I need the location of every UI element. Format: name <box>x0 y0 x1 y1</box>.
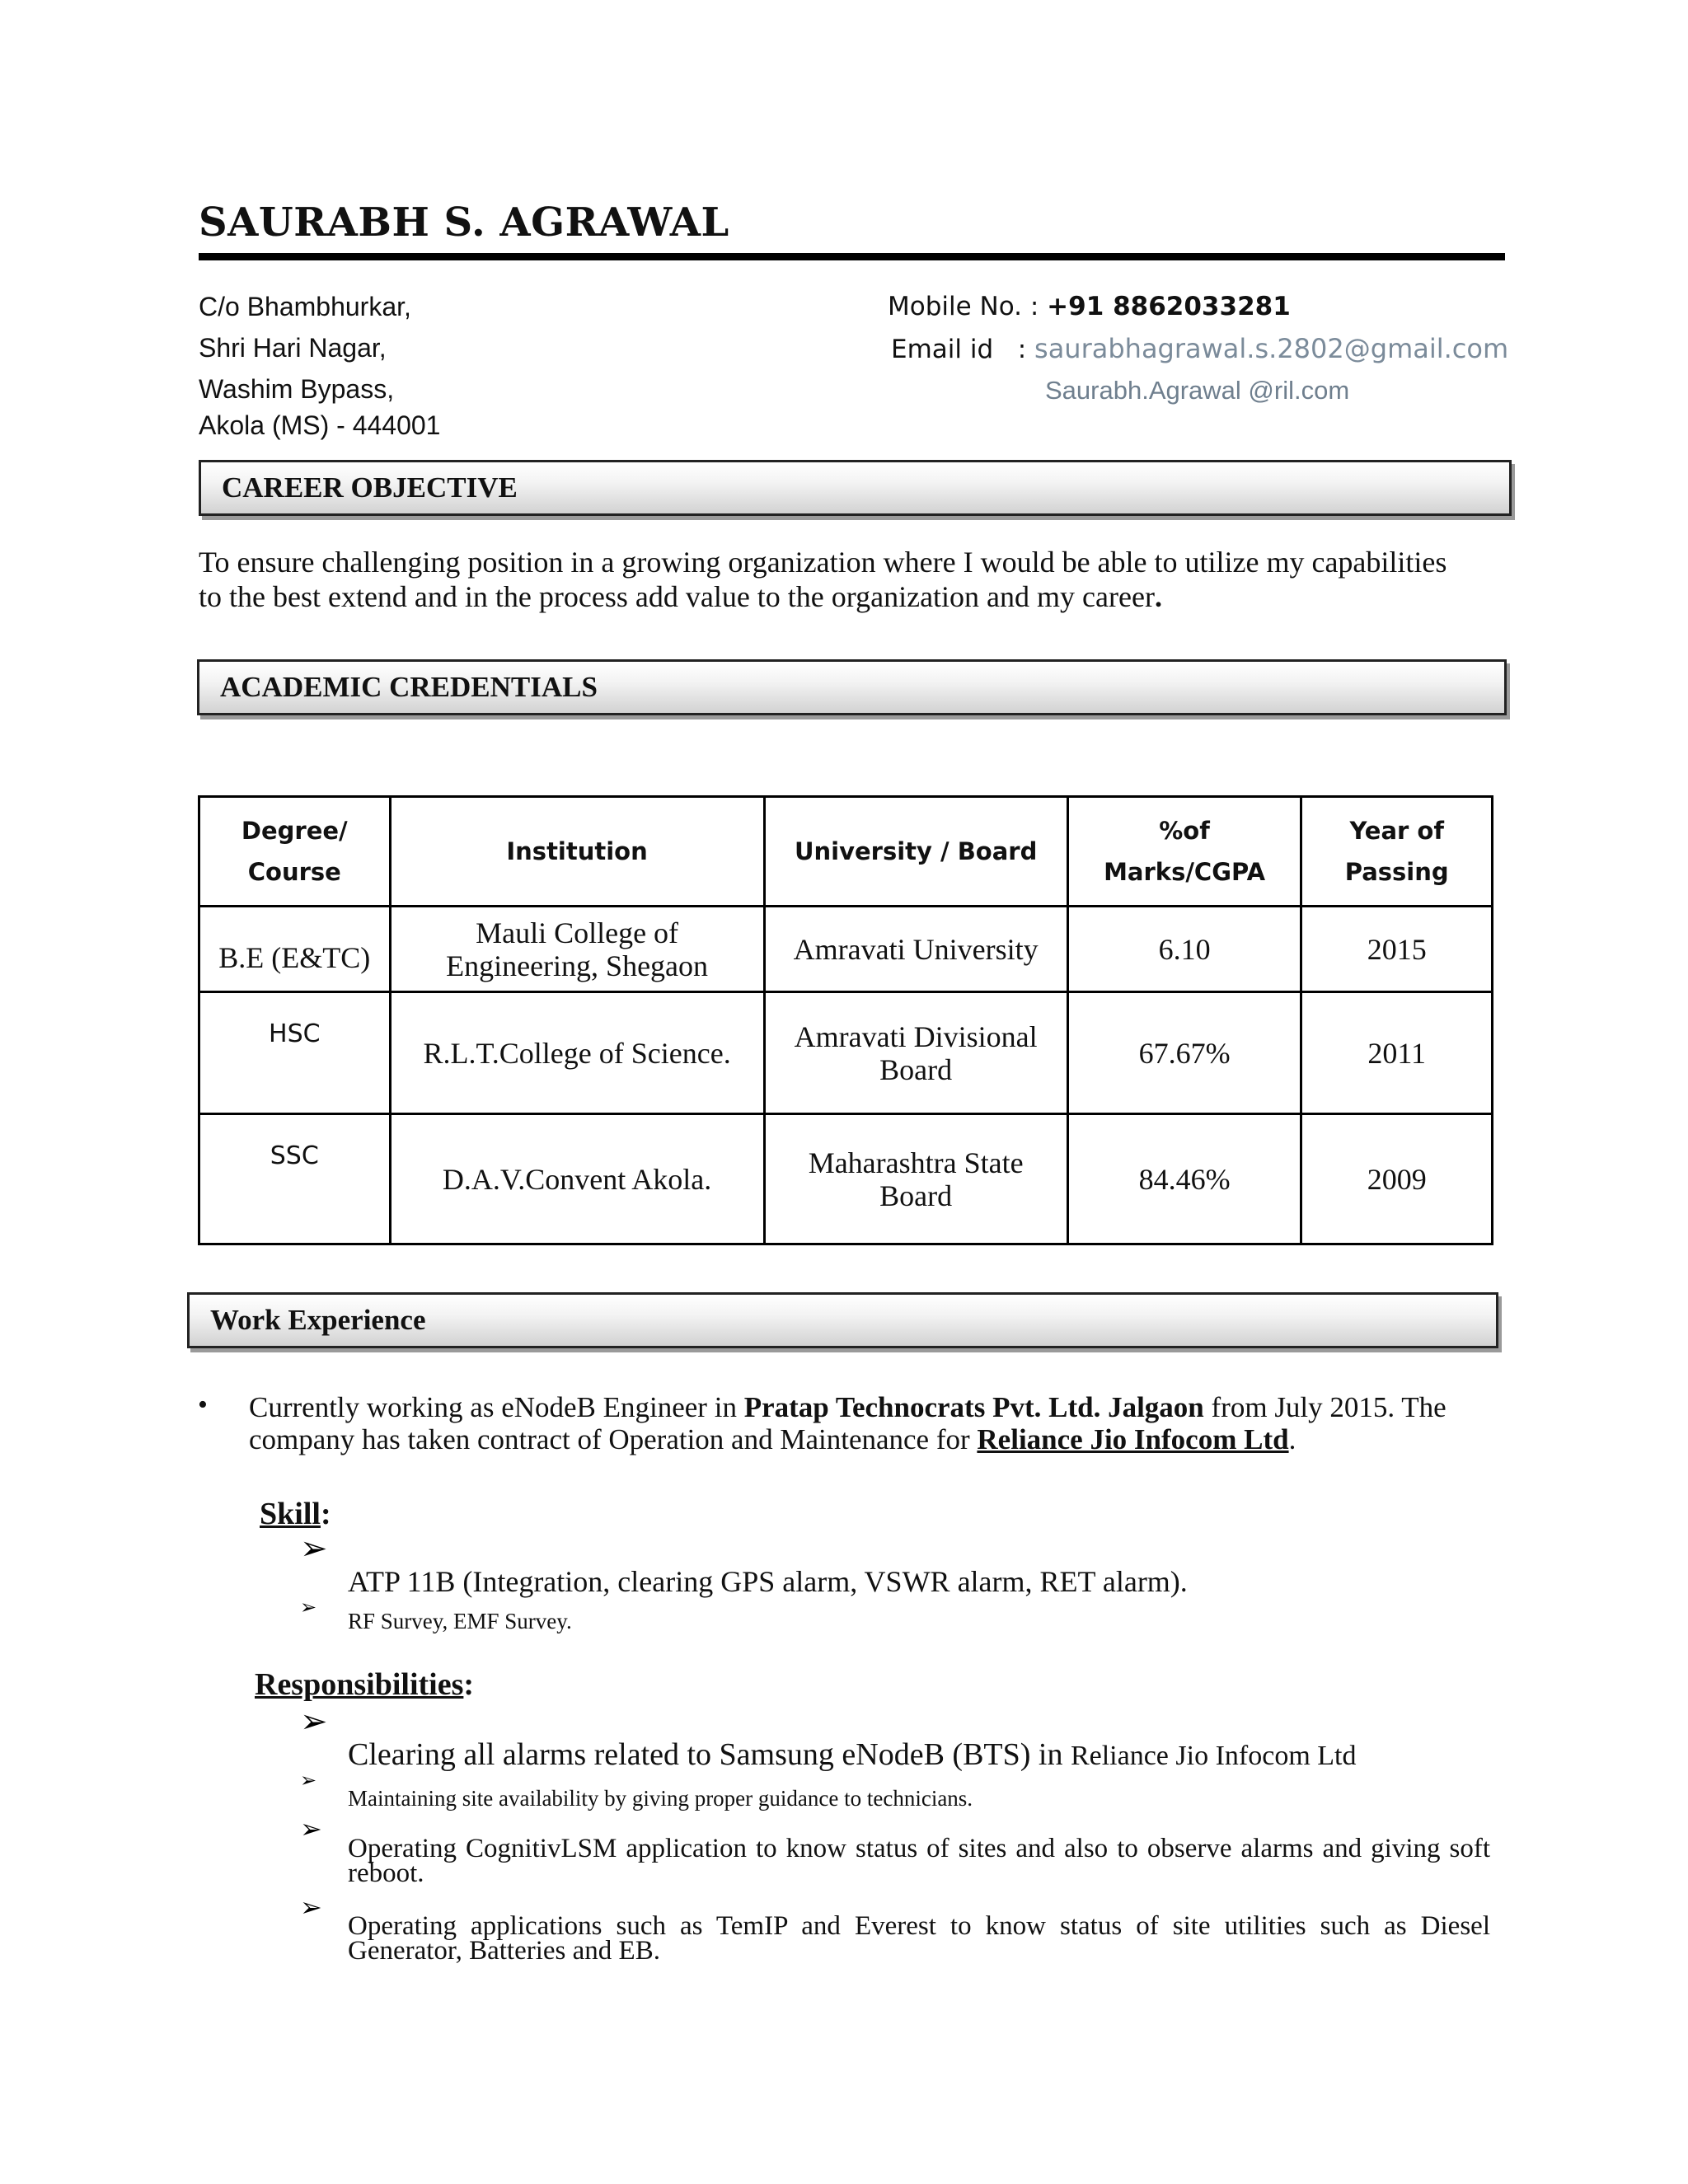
client-name: Reliance Jio Infocom Ltd <box>977 1423 1289 1455</box>
responsibility-1-text: Clearing all alarms related to Samsung eNodeB (BTS) in <box>348 1737 1071 1772</box>
header-institution: Institution <box>390 797 764 907</box>
skill-heading-colon: : <box>320 1497 331 1531</box>
header-year <box>1301 797 1493 907</box>
work-text-3: company has taken contract of Operation and Maintenance for <box>249 1423 978 1455</box>
cell-degree: HSC <box>199 992 391 1114</box>
career-objective-line-1: To ensure challenging position in a growing organization where I would be able to utilize my capabilities <box>199 546 1447 579</box>
cell-marks: 6.10 <box>1067 907 1301 992</box>
academic-table <box>198 795 1493 1245</box>
responsibility-item-3-line-2: reboot. <box>348 1858 424 1888</box>
skill-item-1: ATP 11B (Integration, clearing GPS alarm, VSWR alarm, RET alarm). <box>348 1565 1188 1598</box>
responsibility-item-2: Maintaining site availability by giving proper guidance to technicians. <box>348 1786 973 1811</box>
arrowhead-bullet-icon: ➢ <box>300 1596 317 1619</box>
skill-item-2: RF Survey, EMF Survey. <box>348 1609 572 1633</box>
header-degree-line1: Degree/ <box>241 817 348 845</box>
mobile-number: +91 8862033281 <box>1047 292 1291 321</box>
skill-heading-text: Skill <box>260 1497 321 1531</box>
mobile-label: Mobile No. : <box>888 292 1048 321</box>
cell-institution: D.A.V.Convent Akola. <box>390 1114 764 1244</box>
mobile-line <box>888 292 1291 321</box>
responsibilities-heading-colon: : <box>463 1667 475 1702</box>
table-header-row <box>199 797 1493 907</box>
address-line-4: Akola (MS) - 444001 <box>199 410 441 440</box>
address-line-1: C/o Bhambhurkar, <box>199 292 411 321</box>
cell-board-line2: Board <box>879 1179 953 1212</box>
cell-degree: B.E (E&TC) <box>199 907 391 992</box>
career-objective-period: . <box>1154 580 1162 613</box>
email-secondary[interactable]: Saurabh.Agrawal @ril.com <box>1045 376 1350 405</box>
cell-marks: 84.46% <box>1067 1114 1301 1244</box>
work-line-1 <box>249 1390 1447 1425</box>
career-objective-line-2 <box>199 579 1162 614</box>
email-primary[interactable]: saurabhagrawal.s.2802@gmail.com <box>1034 333 1509 364</box>
responsibility-item-4-line-1: Operating applications such as TemIP and Everest to know status of site utilities such as Diesel <box>348 1911 1490 1941</box>
cell-year: 2015 <box>1301 907 1493 992</box>
cell-marks: 67.67% <box>1067 992 1301 1114</box>
cell-board-line2: Board <box>879 1052 953 1086</box>
header-degree <box>199 797 391 907</box>
header-year-line2: Passing <box>1344 858 1449 886</box>
section-header-work-experience: Work Experience <box>187 1292 1498 1348</box>
responsibility-1-company: Reliance Jio Infocom Ltd <box>1070 1741 1357 1771</box>
arrowhead-bullet-icon: ➢ <box>300 1813 322 1844</box>
header-marks: %of Marks/CGPA <box>1067 797 1301 907</box>
arrowhead-bullet-icon: ➢ <box>300 1703 328 1741</box>
arrowhead-bullet-icon: ➢ <box>300 1530 328 1568</box>
responsibility-item-3-line-1: Operating CognitivLSM application to know status of sites and also to observe alarms and giving soft <box>348 1834 1490 1863</box>
address-line-2: Shri Hari Nagar, <box>199 333 387 363</box>
table-row <box>199 1114 1493 1244</box>
cell-institution-line2: Engineering, Shegaon <box>446 949 709 982</box>
header-board: University / Board <box>764 797 1067 907</box>
email-label: Email id : <box>891 335 1035 364</box>
candidate-name: SAURABH S. AGRAWAL <box>199 199 729 246</box>
header-degree-line2: Course <box>247 858 341 886</box>
employer-name: Pratap Technocrats Pvt. Ltd. Jalgaon <box>743 1391 1204 1423</box>
bullet-dot-icon: • <box>198 1390 208 1420</box>
cell-institution-line1: Mauli College of <box>476 916 679 949</box>
header-year-line1: Year of <box>1349 817 1444 845</box>
section-header-academic: ACADEMIC CREDENTIALS <box>197 659 1507 715</box>
responsibilities-heading <box>255 1666 474 1703</box>
cell-board-line1: Maharashtra State <box>808 1146 1024 1179</box>
cell-year: 2011 <box>1301 992 1493 1114</box>
table-row <box>199 992 1493 1114</box>
cell-institution: R.L.T.College of Science. <box>390 992 764 1114</box>
responsibility-item-4-line-2: Generator, Batteries and EB. <box>348 1936 660 1966</box>
work-text-2: from July 2015. The <box>1203 1391 1447 1423</box>
cell-board-line1: Amravati Divisional <box>794 1019 1038 1053</box>
cell-board <box>764 1114 1067 1244</box>
arrowhead-bullet-icon: ➢ <box>300 1769 317 1792</box>
work-line-2 <box>249 1422 1296 1457</box>
section-header-career-objective: CAREER OBJECTIVE <box>199 460 1512 516</box>
cell-degree: SSC <box>199 1114 391 1244</box>
address-line-3: Washim Bypass, <box>199 374 395 404</box>
table-row <box>199 907 1493 992</box>
cell-board <box>764 992 1067 1114</box>
work-text-1: Currently working as eNodeB Engineer in <box>249 1391 744 1423</box>
career-objective-text: to the best extend and in the process add value to the organization and my career <box>199 580 1155 613</box>
cell-year: 2009 <box>1301 1114 1493 1244</box>
name-divider <box>199 253 1505 260</box>
responsibility-item-1 <box>348 1736 1356 1773</box>
cell-board: Amravati University <box>764 907 1067 992</box>
email-line <box>891 333 1508 364</box>
skill-heading <box>260 1496 331 1532</box>
work-text-4: . <box>1288 1423 1296 1455</box>
arrowhead-bullet-icon: ➢ <box>300 1891 322 1923</box>
responsibilities-heading-text: Responsibilities <box>255 1667 464 1702</box>
cell-institution <box>390 907 764 992</box>
